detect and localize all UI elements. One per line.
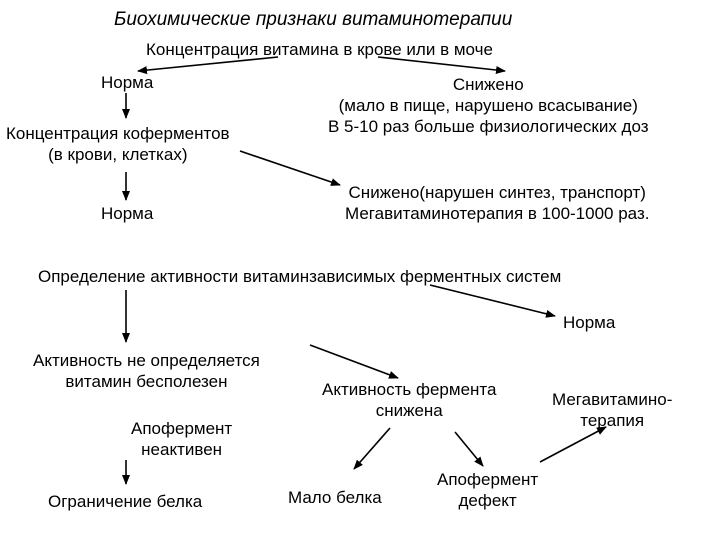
node-coenzymes-line-1: Концентрация коферментов — [6, 124, 230, 143]
node-apoenzyme-defect-line-1: Апофермент — [437, 470, 539, 489]
node-megavitamin-therapy — [552, 389, 672, 431]
arrow-coenzymes-to-reduced-synthesis — [240, 151, 340, 185]
node-reduced — [328, 74, 649, 137]
node-apoenzyme-inactive-line-2: неактивен — [141, 440, 223, 459]
node-norm-1: Норма — [101, 73, 154, 92]
node-enzyme-activity-determination: Определение активности витаминзависимых ферментных систем — [38, 267, 562, 286]
node-activity-not-determined — [33, 350, 260, 392]
node-activity-not-determined-line-2: витамин бесполезен — [65, 372, 228, 391]
node-apoenzyme-defect — [437, 469, 538, 511]
node-coenzymes — [6, 123, 230, 165]
arrow-apoenzyme-defect-to-megavitamin — [540, 427, 606, 462]
node-protein-restriction: Ограничение белка — [48, 492, 203, 511]
node-norm-3: Норма — [563, 313, 616, 332]
node-megavitamin-therapy-line-2: терапия — [580, 411, 645, 430]
node-apoenzyme-defect-line-2: дефект — [458, 491, 517, 510]
node-reduced-synthesis-line-2: Мегавитаминотерапия в 100-1000 раз. — [345, 204, 650, 223]
arrow-enzyme-reduced-to-little-protein — [354, 428, 390, 469]
node-reduced-synthesis — [345, 182, 649, 224]
node-enzyme-activity-reduced-line-2: снижена — [375, 401, 443, 420]
arrow-activity-to-norm — [430, 285, 555, 316]
node-activity-not-determined-line-1: Активность не определяется — [33, 351, 260, 370]
node-enzyme-activity-reduced — [322, 379, 496, 421]
arrow-to-enzyme-activity-reduced — [310, 345, 398, 378]
node-reduced-line-3: В 5-10 раз больше физиологических доз — [328, 117, 649, 136]
node-enzyme-activity-reduced-line-1: Активность фермента — [322, 380, 497, 399]
node-reduced-line-2: (мало в пище, нарушено всасывание) — [338, 96, 638, 115]
node-little-protein: Мало белка — [288, 488, 382, 507]
diagram-title: Биохимические признаки витаминотерапии — [114, 9, 513, 30]
node-apoenzyme-inactive — [131, 418, 232, 460]
node-apoenzyme-inactive-line-1: Апофермент — [131, 419, 233, 438]
node-reduced-line-1: Снижено — [452, 75, 524, 94]
node-reduced-synthesis-line-1: Снижено(нарушен синтез, транспорт) — [348, 183, 646, 202]
node-concentration-blood: Концентрация витамина в крове или в моче — [146, 40, 493, 59]
node-norm-2: Норма — [101, 204, 154, 223]
node-megavitamin-therapy-line-1: Мегавитамино- — [552, 390, 673, 409]
node-coenzymes-line-2: (в крови, клетках) — [48, 145, 188, 164]
arrow-to-apoenzyme-defect — [455, 432, 483, 466]
